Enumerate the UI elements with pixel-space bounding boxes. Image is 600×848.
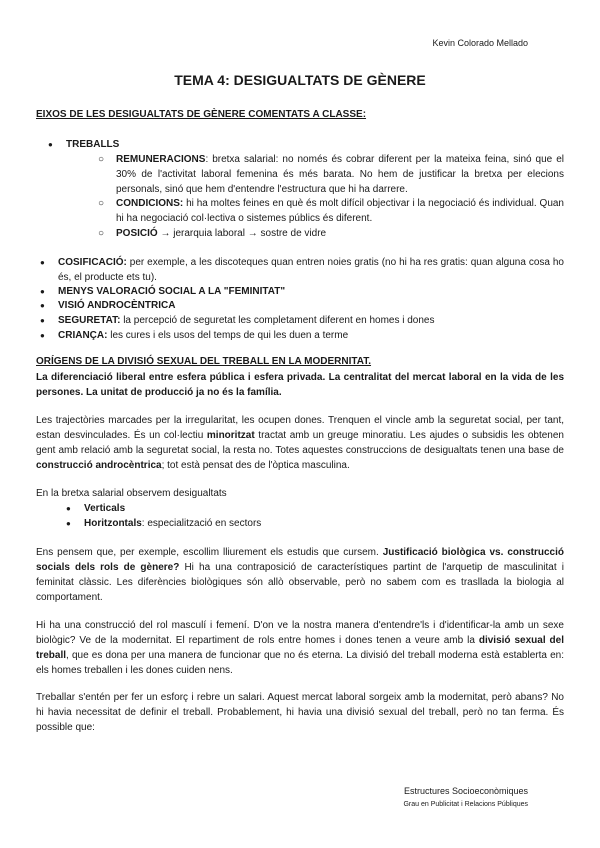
sub-item-label: POSICIÓ	[116, 228, 158, 239]
sub-item-text: : bretxa salarial: no només és cobrar diferent per la mateixa feina, sinó que el 30% de l'activitat laboral femenina és més barata. No hem de justificar la bretxa per elecions personals, sinó que hem d'entendre l'estructura que hi ha darrere.	[116, 154, 564, 195]
item-label: VISIÓ ANDROCÈNTRICA	[58, 300, 176, 311]
paragraph-text: Les trajectòries marcades per la irregularitat, les ocupen dones. Trenquen el vincle amb la seguretat social, per tant, estan desvinculades. És un col·lectiu	[36, 415, 564, 441]
bullet-icon: ●	[66, 519, 71, 528]
item-text: la percepció de seguretat les completament diferent en homes i dones	[120, 315, 435, 326]
paragraph-justificacio	[36, 545, 564, 605]
item-text: les cures i els usos del temps de qui les duen a terme	[107, 330, 349, 341]
paragraph-bold: divisió sexual del treball	[36, 635, 564, 661]
list-item-verticals	[66, 501, 564, 516]
paragraph-treballar: Treballar s'entén per fer un esforç i rebre un salari. Aquest mercat laboral sorgeix amb la modernitat, però abans? No hi havia necessitat de definir el treball. Probablement, hi havia una divisió sexual del treball, però no tan ferma. És possible que:	[36, 692, 564, 733]
paragraph-text: Ens pensem que, per exemple, escollim lliurement els estudis que cursem.	[36, 547, 383, 558]
item-label: COSIFICACIÓ:	[58, 257, 127, 268]
item-label: MENYS VALORACIÓ SOCIAL A LA "FEMINITAT"	[58, 286, 286, 297]
paragraph-text: Hi ha una construcció del rol masculí i femení. D'on ve la nostra manera d'entendre'ls i d'identificar-la amb un sexe biològic? Ve de la modernitat. El repartiment de rols entre homes i dones tenen a veure amb la	[36, 620, 564, 646]
footer-degree: Grau en Publicitat i Relacions Públiques	[403, 801, 528, 808]
bullet-icon: ●	[40, 331, 45, 340]
circle-bullet-icon: ○	[98, 154, 105, 165]
sub-item-text: hi ha moltes feines en què és molt difícil objectivar i la negociació és individual. Quan hi ha negociació col·lectiva o sistemes públics és diferent.	[116, 198, 564, 224]
list-item-menys-valoracio	[40, 284, 564, 299]
bullet-icon: ●	[40, 301, 45, 310]
intro-paragraph: La diferenciació liberal entre esfera pública i esfera privada. La centralitat del mercat laboral en la vida de les persones. La unitat de producció ja no és la família.	[36, 372, 564, 398]
paragraph-text: , que es dona per una manera de funcionar que no és eterna. La divisió del treball moderna està establerta en: els homes treballen i les dones cuiden nens.	[36, 650, 564, 676]
item-label: CRIANÇA:	[58, 330, 108, 341]
paragraph-text: tractat amb un greuge minoratiu. Les ajudes o subsidis les obtenen gent amb relació amb la seguretat social, la resta no. Totes aquestes construccions de desigualtats tenen una base de	[36, 430, 564, 456]
circle-bullet-icon: ○	[98, 228, 105, 239]
item-label: Horitzontals	[84, 518, 142, 529]
paragraph-text: ; tot està pensat des de l'òptica masculina.	[161, 460, 350, 471]
paragraph-bold: minoritzat	[206, 430, 255, 441]
circle-bullet-icon: ○	[98, 198, 105, 209]
bullet-icon: ●	[48, 140, 53, 149]
page-title: TEMA 4: DESIGUALTATS DE GÈNERE	[174, 72, 426, 88]
paragraph-bold: Justificació biològica vs. construcció socials dels rols de gènere?	[36, 547, 565, 573]
list-item-treballs	[48, 137, 564, 152]
author-name: Kevin Colorado Mellado	[432, 38, 528, 48]
sub-item-text: → jerarquia laboral → sostre de vidre	[157, 228, 327, 239]
item-text: : especialització en sectors	[141, 518, 262, 529]
list-item-horitzontals	[66, 516, 564, 531]
item-label: SEGURETAT:	[58, 315, 121, 326]
list-item-seguretat	[40, 313, 564, 328]
bullet-icon: ●	[40, 258, 45, 267]
sub-item-label: CONDICIONS:	[116, 198, 184, 209]
paragraph-trajectories	[36, 413, 564, 473]
paragraph-bold: construcció androcèntrica	[36, 460, 162, 471]
paragraph-bretxa: En la bretxa salarial observem desigualtats	[36, 488, 227, 499]
paragraph-text: Hi ha una contraposició de característiques partint de l'arquetip de masculinitat i feminitat clàssic. Les diferències biològiques són allò observable, però no sabem com es trasllada la biologia al comportament.	[36, 562, 564, 603]
bullet-icon: ●	[40, 287, 45, 296]
treballs-label: TREBALLS	[66, 139, 120, 150]
list-item-visio	[40, 298, 564, 313]
item-text: per exemple, a les discoteques quan entren noies gratis (no hi ha res gratis: quan alguna cosa ho és, el producte ets tu).	[58, 257, 564, 283]
list-item-crianca	[40, 328, 564, 343]
section-heading-eixos: EIXOS DE LES DESIGUALTATS DE GÈNERE COMENTATS A CLASSE:	[36, 109, 367, 120]
sub-item-remuneracions	[98, 152, 564, 197]
sub-item-posicio	[98, 226, 564, 241]
footer-course: Estructures Socioeconòmiques	[403, 786, 528, 796]
paragraph-construccio	[36, 618, 564, 678]
item-label: Verticals	[84, 503, 126, 514]
section-heading-origens: ORÍGENS DE LA DIVISIÓ SEXUAL DEL TREBALL EN LA MODERNITAT.	[36, 356, 372, 367]
bullet-icon: ●	[40, 316, 45, 325]
bullet-icon: ●	[66, 504, 71, 513]
sub-item-condicions	[98, 196, 564, 226]
sub-item-label: REMUNERACIONS	[116, 154, 206, 165]
list-item-cosificacio	[40, 255, 564, 285]
